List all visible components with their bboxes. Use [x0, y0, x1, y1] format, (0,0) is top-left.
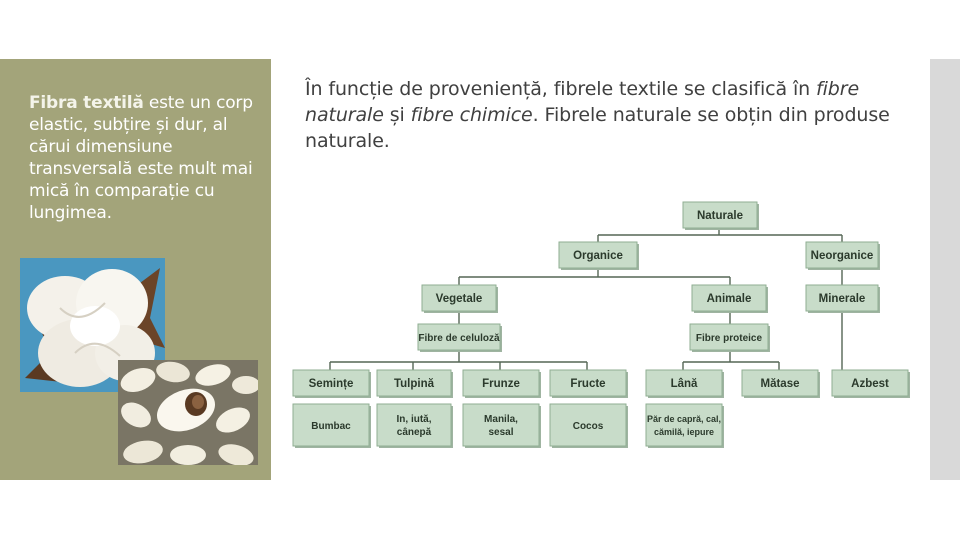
definition-term: Fibra textilă [29, 93, 144, 113]
node-lana [646, 370, 724, 398]
node-animale [692, 285, 768, 313]
node-cocos-label: Cocos [572, 421, 604, 432]
node-in-iuta-label: In, iută, [396, 414, 432, 425]
node-fibre-proteice-label: Fibre proteice [695, 333, 763, 344]
node-neorganice-label: Neorganice [810, 250, 874, 262]
definition-text: este un corp elastic, subțire și dur, al cărui dimensiune transversală este mult mai mică în comparație cu lungimea. [29, 93, 253, 223]
node-azbest-label: Azbest [851, 378, 889, 390]
node-manila-sesal [463, 404, 541, 448]
node-frunze-label: Frunze [482, 378, 520, 390]
intro-part1: În funcție de proveniență, fibrele textile se clasifică în [305, 78, 817, 100]
node-canepa-label: cânepă [396, 427, 432, 438]
node-fructe-label: Fructe [570, 378, 606, 390]
intro-part3: . Fibrele naturale se obțin din produse naturale. [305, 104, 890, 152]
node-bumbac-label: Bumbac [311, 421, 351, 432]
node-organice [559, 242, 639, 270]
node-naturale-label: Naturale [696, 210, 744, 222]
node-matase [742, 370, 820, 398]
node-vegetale-label: Vegetale [435, 293, 483, 305]
node-bumbac [293, 404, 371, 448]
node-tulpina [377, 370, 453, 398]
node-sesal-label: sesal [488, 427, 514, 438]
node-fructe [550, 370, 628, 398]
node-manila-label: Manila, [484, 414, 518, 425]
node-fibre-celuloza-label: Fibre de celuloză [418, 333, 500, 344]
node-animale-label: Animale [706, 293, 752, 305]
node-par-capra-label: Păr de capră, cal, [646, 414, 722, 424]
node-seminte [293, 370, 371, 398]
intro-italic-natural: fibre naturale [305, 78, 860, 126]
node-naturale [683, 202, 759, 230]
node-in-iuta-canepa [377, 404, 453, 448]
intro-part2: și [383, 104, 411, 126]
node-vegetale [422, 285, 498, 313]
node-organice-label: Organice [573, 250, 623, 262]
node-tulpina-label: Tulpină [393, 378, 435, 390]
node-matase-label: Mătase [760, 378, 800, 390]
node-frunze [463, 370, 541, 398]
node-seminte-label: Semințe [308, 378, 354, 390]
node-neorganice [806, 242, 880, 270]
node-minerale-label: Minerale [818, 293, 866, 305]
node-minerale [806, 285, 880, 313]
node-cocos [550, 404, 628, 448]
node-lana-label: Lână [670, 378, 698, 390]
node-camila-label: cămilă, iepure [653, 427, 715, 437]
node-fibre-celuloza [418, 324, 502, 352]
node-par-animale [646, 404, 724, 448]
intro-italic-chemical: fibre chimice [410, 104, 533, 126]
node-azbest [832, 370, 910, 398]
node-fibre-proteice [690, 324, 770, 352]
